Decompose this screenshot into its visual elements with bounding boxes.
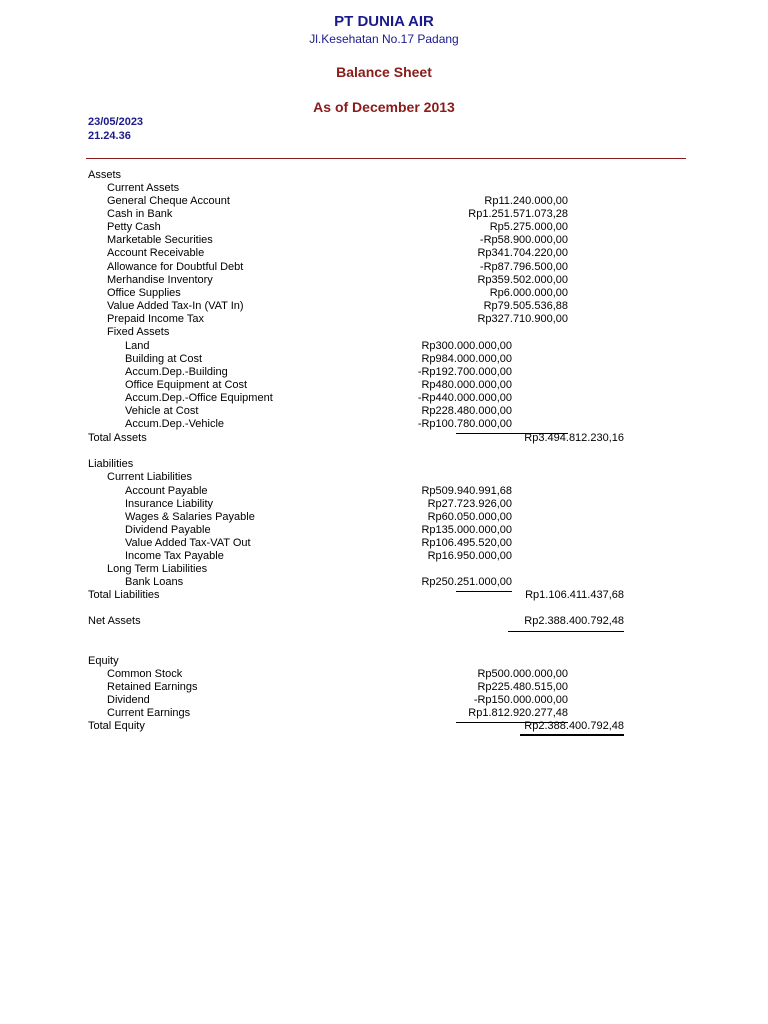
report-period: As of December 2013	[313, 99, 455, 115]
current-liability-amount: Rp135.000.000,00	[421, 524, 512, 536]
total-equity-double-underline	[520, 734, 624, 736]
fixed-asset-amount: Rp480.000.000,00	[421, 379, 512, 391]
equity-item-amount: Rp225.480.515,00	[477, 681, 568, 693]
fixed-asset-amount: Rp300.000.000,00	[421, 340, 512, 352]
current-liability-name: Account Payable	[125, 485, 208, 497]
fixed-assets-heading: Fixed Assets	[107, 326, 170, 338]
current-asset-amount: Rp79.505.536,88	[483, 300, 568, 312]
current-asset-amount: Rp11.240.000,00	[484, 195, 568, 207]
header-divider	[86, 158, 686, 159]
current-liability-amount: Rp509.940.991,68	[421, 485, 512, 497]
report-title: Balance Sheet	[336, 64, 432, 80]
total-liabilities-amount: Rp1.106.411.437,68	[525, 589, 624, 601]
current-liability-amount: Rp27.723.926,00	[427, 498, 512, 510]
current-liability-name: Insurance Liability	[125, 498, 214, 510]
fixed-asset-name: Accum.Dep.-Vehicle	[125, 418, 225, 430]
current-asset-amount: Rp327.710.900,00	[477, 313, 568, 325]
total-equity-label: Total Equity	[88, 720, 145, 732]
fixed-asset-amount: -Rp440.000.000,00	[417, 392, 512, 404]
current-asset-amount: Rp6.000.000,00	[489, 287, 568, 299]
current-asset-name: Allowance for Doubtful Debt	[107, 261, 244, 273]
equity-item-amount: -Rp150.000.000,00	[473, 694, 568, 706]
print-date: 23/05/2023	[88, 116, 144, 128]
current-liabilities-heading: Current Liabilities	[107, 471, 192, 483]
current-liability-amount: Rp16.950.000,00	[427, 550, 512, 562]
fixed-asset-amount: -Rp192.700.000,00	[417, 366, 512, 378]
fixed-asset-amount: -Rp100.780.000,00	[417, 418, 512, 430]
equity-item-name: Current Earnings	[107, 707, 191, 719]
net-assets-amount: Rp2.388.400.792,48	[524, 615, 624, 627]
current-asset-name: Cash in Bank	[107, 208, 173, 220]
long-term-liabilities-heading: Long Term Liabilities	[107, 563, 208, 575]
current-liability-name: Wages & Salaries Payable	[125, 511, 255, 523]
long-term-liability-name: Bank Loans	[125, 576, 184, 588]
print-time: 21.24.36	[88, 130, 131, 142]
equity-heading: Equity	[88, 655, 119, 667]
total-equity-amount: Rp2.388.400.792,48	[524, 720, 624, 732]
current-liability-amount: Rp60.050.000,00	[427, 511, 512, 523]
equity-item-name: Dividend	[107, 694, 150, 706]
subtotal-line	[456, 591, 512, 592]
current-asset-name: Prepaid Income Tax	[107, 313, 205, 325]
fixed-asset-name: Building at Cost	[125, 353, 203, 365]
current-asset-amount: Rp1.251.571.073,28	[468, 208, 568, 220]
fixed-asset-name: Land	[125, 340, 150, 352]
current-asset-name: Petty Cash	[107, 221, 161, 233]
equity-item-amount: Rp500.000.000,00	[477, 668, 568, 680]
current-asset-name: Value Added Tax-In (VAT In)	[107, 300, 244, 312]
current-liability-name: Income Tax Payable	[125, 550, 224, 562]
current-asset-name: General Cheque Account	[107, 195, 230, 207]
company-address: Jl.Kesehatan No.17 Padang	[309, 32, 459, 46]
current-asset-name: Marketable Securities	[107, 234, 213, 246]
fixed-asset-name: Vehicle at Cost	[125, 405, 199, 417]
current-asset-name: Account Receivable	[107, 247, 205, 259]
total-assets-amount: Rp3.494.812.230,16	[524, 432, 624, 444]
current-asset-amount: Rp341.704.220,00	[477, 247, 568, 259]
current-asset-amount: -Rp87.796.500,00	[479, 261, 568, 273]
fixed-asset-name: Accum.Dep.-Building	[125, 366, 228, 378]
current-assets-heading: Current Assets	[107, 182, 180, 194]
total-liabilities-label: Total Liabilities	[88, 589, 160, 601]
current-liability-name: Value Added Tax-VAT Out	[125, 537, 251, 549]
net-assets-label: Net Assets	[88, 615, 141, 627]
equity-item-name: Common Stock	[107, 668, 183, 680]
fixed-asset-name: Accum.Dep.-Office Equipment	[125, 392, 273, 404]
liabilities-heading: Liabilities	[88, 458, 134, 470]
assets-heading: Assets	[88, 169, 122, 181]
current-asset-amount: -Rp58.900.000,00	[479, 234, 568, 246]
current-asset-amount: Rp5.275.000,00	[489, 221, 568, 233]
current-asset-amount: Rp359.502.000,00	[477, 274, 568, 286]
equity-item-name: Retained Earnings	[107, 681, 198, 693]
current-asset-name: Merhandise Inventory	[107, 274, 213, 286]
fixed-asset-name: Office Equipment at Cost	[125, 379, 248, 391]
equity-item-amount: Rp1.812.920.277,48	[468, 707, 568, 719]
fixed-asset-amount: Rp228.480.000,00	[421, 405, 512, 417]
current-liability-amount: Rp106.495.520,00	[421, 537, 512, 549]
current-liability-name: Dividend Payable	[125, 524, 211, 536]
company-name: PT DUNIA AIR	[334, 13, 434, 30]
total-assets-label: Total Assets	[88, 432, 147, 444]
long-term-liability-amount: Rp250.251.000,00	[421, 576, 512, 588]
net-assets-underline	[508, 631, 624, 632]
fixed-asset-amount: Rp984.000.000,00	[421, 353, 512, 365]
current-asset-name: Office Supplies	[107, 287, 181, 299]
